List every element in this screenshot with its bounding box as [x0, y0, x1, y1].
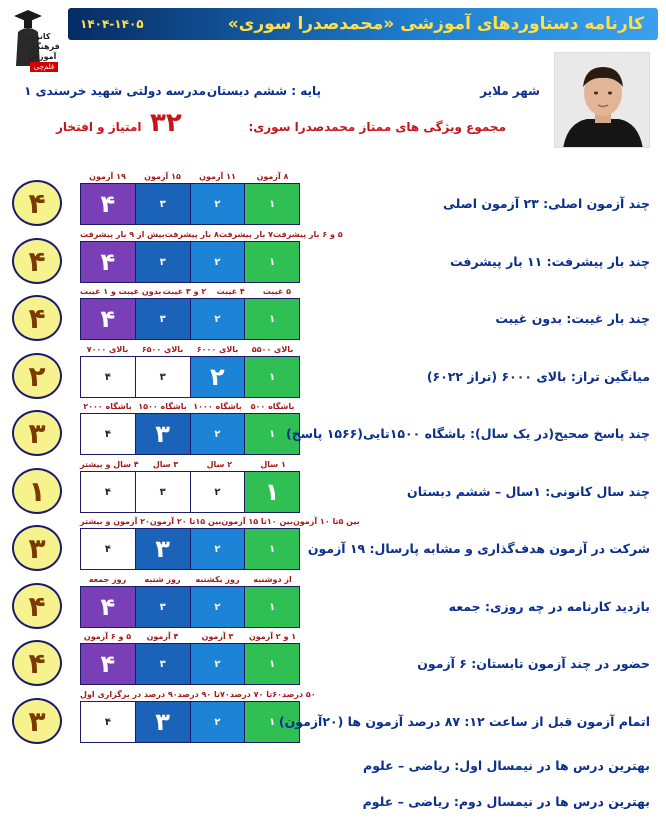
threshold-label: بین ۱۰تا ۱۵ آزمون: [221, 517, 293, 526]
level-cell-1: ۱: [245, 414, 299, 454]
row-description: چند بار پیشرفت: ۱۱ بار پیشرفت: [450, 254, 650, 269]
row-score-badge: ۴: [12, 583, 62, 629]
row-level-cells: [80, 643, 300, 685]
total-score-label: امتیاز و افتخار: [56, 120, 142, 134]
threshold-label: ۲ سال: [206, 460, 233, 469]
kanoon-logo: [6, 6, 62, 74]
row-score-badge: ۴: [12, 180, 62, 226]
row-level-cells: [80, 413, 300, 455]
row-level-cells: [80, 356, 300, 398]
threshold-label: باشگاه ۵۰۰: [250, 402, 295, 411]
threshold-label: ۴ سال و بیشتر: [80, 460, 139, 469]
level-cell-3: ۳: [136, 529, 191, 569]
row-threshold-labels: [80, 632, 300, 641]
level-cell-2: ۲: [191, 587, 246, 627]
row-threshold-labels: [80, 345, 300, 354]
level-cell-1: ۱: [245, 357, 299, 397]
threshold-label: بالای ۶۵۰۰: [141, 345, 184, 354]
threshold-label: ۱۵ آزمون: [144, 172, 181, 181]
level-cell-4: ۴: [81, 529, 136, 569]
threshold-label: بدون غیبت و ۱ غیبت: [80, 287, 162, 296]
level-cell-4: ۴: [81, 357, 136, 397]
level-cell-3: ۳: [136, 702, 191, 742]
features-title: مجموع ویژگی های ممتاز محمدصدرا سوری:: [248, 120, 506, 134]
threshold-label: باشگاه ۱۵۰۰: [138, 402, 187, 411]
row-threshold-labels: [80, 575, 300, 584]
threshold-label: باشگاه ۲۰۰۰: [83, 402, 132, 411]
logo-badge: قلم‌چی: [30, 62, 58, 72]
level-cell-4: ۴: [81, 414, 136, 454]
level-cell-1: ۱: [245, 299, 299, 339]
row-score-badge: ۳: [12, 525, 62, 571]
level-cell-3: ۳: [136, 184, 191, 224]
row-threshold-labels: [80, 172, 300, 181]
threshold-label: بالای ۶۰۰۰: [196, 345, 239, 354]
logo-text-line3: آموزش: [28, 52, 57, 61]
threshold-label: بالای ۵۵۰۰: [251, 345, 294, 354]
threshold-label: ۷ بار پیشرفت: [218, 230, 274, 239]
row-description: اتمام آزمون قبل از ساعت ۱۲: ۸۷ درصد آزمون ها (۲۰آزمون): [278, 714, 650, 729]
logo-text-line1: کانون: [28, 32, 51, 41]
threshold-label: بین ۱۵تا ۲۰ آزمون: [149, 517, 222, 526]
row-score-badge: ۴: [12, 238, 62, 284]
level-cell-1: ۱: [245, 184, 299, 224]
row-level-cells: [80, 241, 300, 283]
row-score-badge: ۲: [12, 353, 62, 399]
level-cell-2: ۲: [191, 299, 246, 339]
threshold-label: ۶۰تا ۷۰ درصد: [229, 690, 282, 699]
threshold-label: ۴ غیبت: [216, 287, 245, 296]
level-cell-4: ۴: [81, 702, 136, 742]
threshold-label: ۲۰ آزمون و بیشتر: [80, 517, 150, 526]
level-cell-4: ۴: [81, 587, 136, 627]
level-cell-2: ۲: [191, 414, 246, 454]
threshold-label: ۴ آزمون: [146, 632, 179, 641]
threshold-label: باشگاه ۱۰۰۰: [193, 402, 242, 411]
level-cell-1: ۱: [245, 529, 299, 569]
row-description: شرکت در آزمون هدف‌گذاری و مشابه پارسال: ۱۹ آزمون: [307, 541, 650, 556]
threshold-label: ۵ و ۶ بار پیشرفت: [273, 230, 343, 239]
row-level-cells: [80, 471, 300, 513]
row-description: میانگین تراز: بالای ۶۰۰۰ (تراز ۶۰۲۲): [426, 369, 650, 384]
row-threshold-labels: [80, 230, 343, 239]
row-description: چند سال کانونی: ۱سال – ششم دبستان: [407, 484, 650, 499]
row-description: چند پاسخ صحیح(در یک سال): باشگاه ۱۵۰۰تایی(۱۵۶۶ پاسخ): [286, 426, 650, 441]
row-description: چند بار غیبت: بدون غیبت: [495, 311, 650, 326]
student-photo: [554, 52, 650, 148]
row-level-cells: [80, 586, 300, 628]
level-cell-2: ۲: [191, 702, 246, 742]
best-subjects-first-term: بهترین درس ها در نیمسال اول: ریاضی – علوم: [363, 758, 650, 773]
row-description: چند آزمون اصلی: ۲۳ آزمون اصلی: [442, 196, 650, 211]
threshold-label: ۵۰ درصد: [282, 690, 316, 699]
level-cell-3: ۳: [136, 414, 191, 454]
student-portrait-icon: [555, 53, 650, 148]
best-subjects-second-term: بهترین درس ها در نیمسال دوم: ریاضی – علوم: [362, 794, 650, 809]
level-cell-4: ۴: [81, 299, 136, 339]
row-description: حضور در چند آزمون تابستان: ۶ آزمون: [417, 656, 650, 671]
threshold-label: ۱ سال: [260, 460, 286, 469]
page-title: کارنامه دستاوردهای آموزشی «محمدصدرا سوری»: [227, 14, 644, 34]
threshold-label: ۸ آزمون: [256, 172, 289, 181]
row-level-cells: [80, 701, 300, 743]
level-cell-4: ۴: [81, 472, 136, 512]
logo-text-line2: فرهنگی: [28, 42, 60, 51]
row-threshold-labels: [80, 460, 300, 469]
level-cell-3: ۳: [136, 644, 191, 684]
total-score: ۳۲: [150, 108, 182, 138]
threshold-label: ۳ آزمون: [201, 632, 234, 641]
row-description: بازدید کارنامه در چه روزی: جمعه: [448, 599, 650, 614]
row-threshold-labels: [80, 287, 300, 296]
level-cell-2: ۲: [191, 357, 246, 397]
header-bar: [68, 8, 658, 40]
level-cell-3: ۳: [136, 472, 191, 512]
row-score-badge: ۴: [12, 640, 62, 686]
level-cell-4: ۴: [81, 644, 136, 684]
row-level-cells: [80, 183, 300, 225]
level-cell-2: ۲: [191, 529, 246, 569]
level-cell-4: ۴: [81, 242, 136, 282]
threshold-label: ۹۰ درصد در برگزاری اول: [80, 690, 178, 699]
threshold-label: بالای ۷۰۰۰: [86, 345, 129, 354]
level-cell-3: ۳: [136, 242, 191, 282]
row-level-cells: [80, 528, 300, 570]
row-threshold-labels: [80, 517, 360, 526]
threshold-label: ۱۱ آزمون: [199, 172, 236, 181]
threshold-label: روز شنبه: [144, 575, 181, 584]
row-score-badge: ۳: [12, 410, 62, 456]
level-cell-2: ۲: [191, 472, 246, 512]
level-cell-1: ۱: [245, 644, 299, 684]
row-score-badge: ۴: [12, 295, 62, 341]
student-school: مدرسه دولتی شهید خرسندی ۱: [24, 84, 206, 98]
threshold-label: بیش از ۹ بار پیشرفت: [80, 230, 165, 239]
academic-years: ۱۴۰۴-۱۴۰۵: [80, 17, 144, 31]
level-cell-2: ۲: [191, 184, 246, 224]
threshold-label: ۵ و ۶ آزمون: [83, 632, 132, 641]
threshold-label: ۲ و ۳ غیبت: [162, 287, 207, 296]
student-grade: پایه : ششم دبستان: [206, 84, 321, 98]
student-city: شهر ملایر: [480, 84, 540, 98]
threshold-label: روز یکشنبه: [195, 575, 240, 584]
threshold-label: ۱ و ۲ آزمون: [248, 632, 297, 641]
level-cell-4: ۴: [81, 184, 136, 224]
threshold-label: ۷۰تا ۹۰ درصد: [177, 690, 230, 699]
row-threshold-labels: [80, 402, 300, 411]
level-cell-1: ۱: [245, 472, 299, 512]
level-cell-2: ۲: [191, 242, 246, 282]
row-score-badge: ۱: [12, 468, 62, 514]
level-cell-3: ۳: [136, 299, 191, 339]
row-threshold-labels: [80, 690, 316, 699]
threshold-label: ۸ بار پیشرفت: [164, 230, 219, 239]
level-cell-1: ۱: [245, 702, 299, 742]
threshold-label: روز جمعه: [88, 575, 127, 584]
level-cell-1: ۱: [245, 587, 299, 627]
level-cell-1: ۱: [245, 242, 299, 282]
row-score-badge: ۳: [12, 698, 62, 744]
threshold-label: از دوشنبه: [253, 575, 292, 584]
level-cell-3: ۳: [136, 357, 191, 397]
level-cell-2: ۲: [191, 644, 246, 684]
level-cell-3: ۳: [136, 587, 191, 627]
threshold-label: ۱۹ آزمون: [89, 172, 126, 181]
row-level-cells: [80, 298, 300, 340]
threshold-label: ۳ سال: [152, 460, 179, 469]
threshold-label: ۵ غیبت: [262, 287, 291, 296]
threshold-label: بین ۵تا ۱۰ آزمون: [292, 517, 360, 526]
